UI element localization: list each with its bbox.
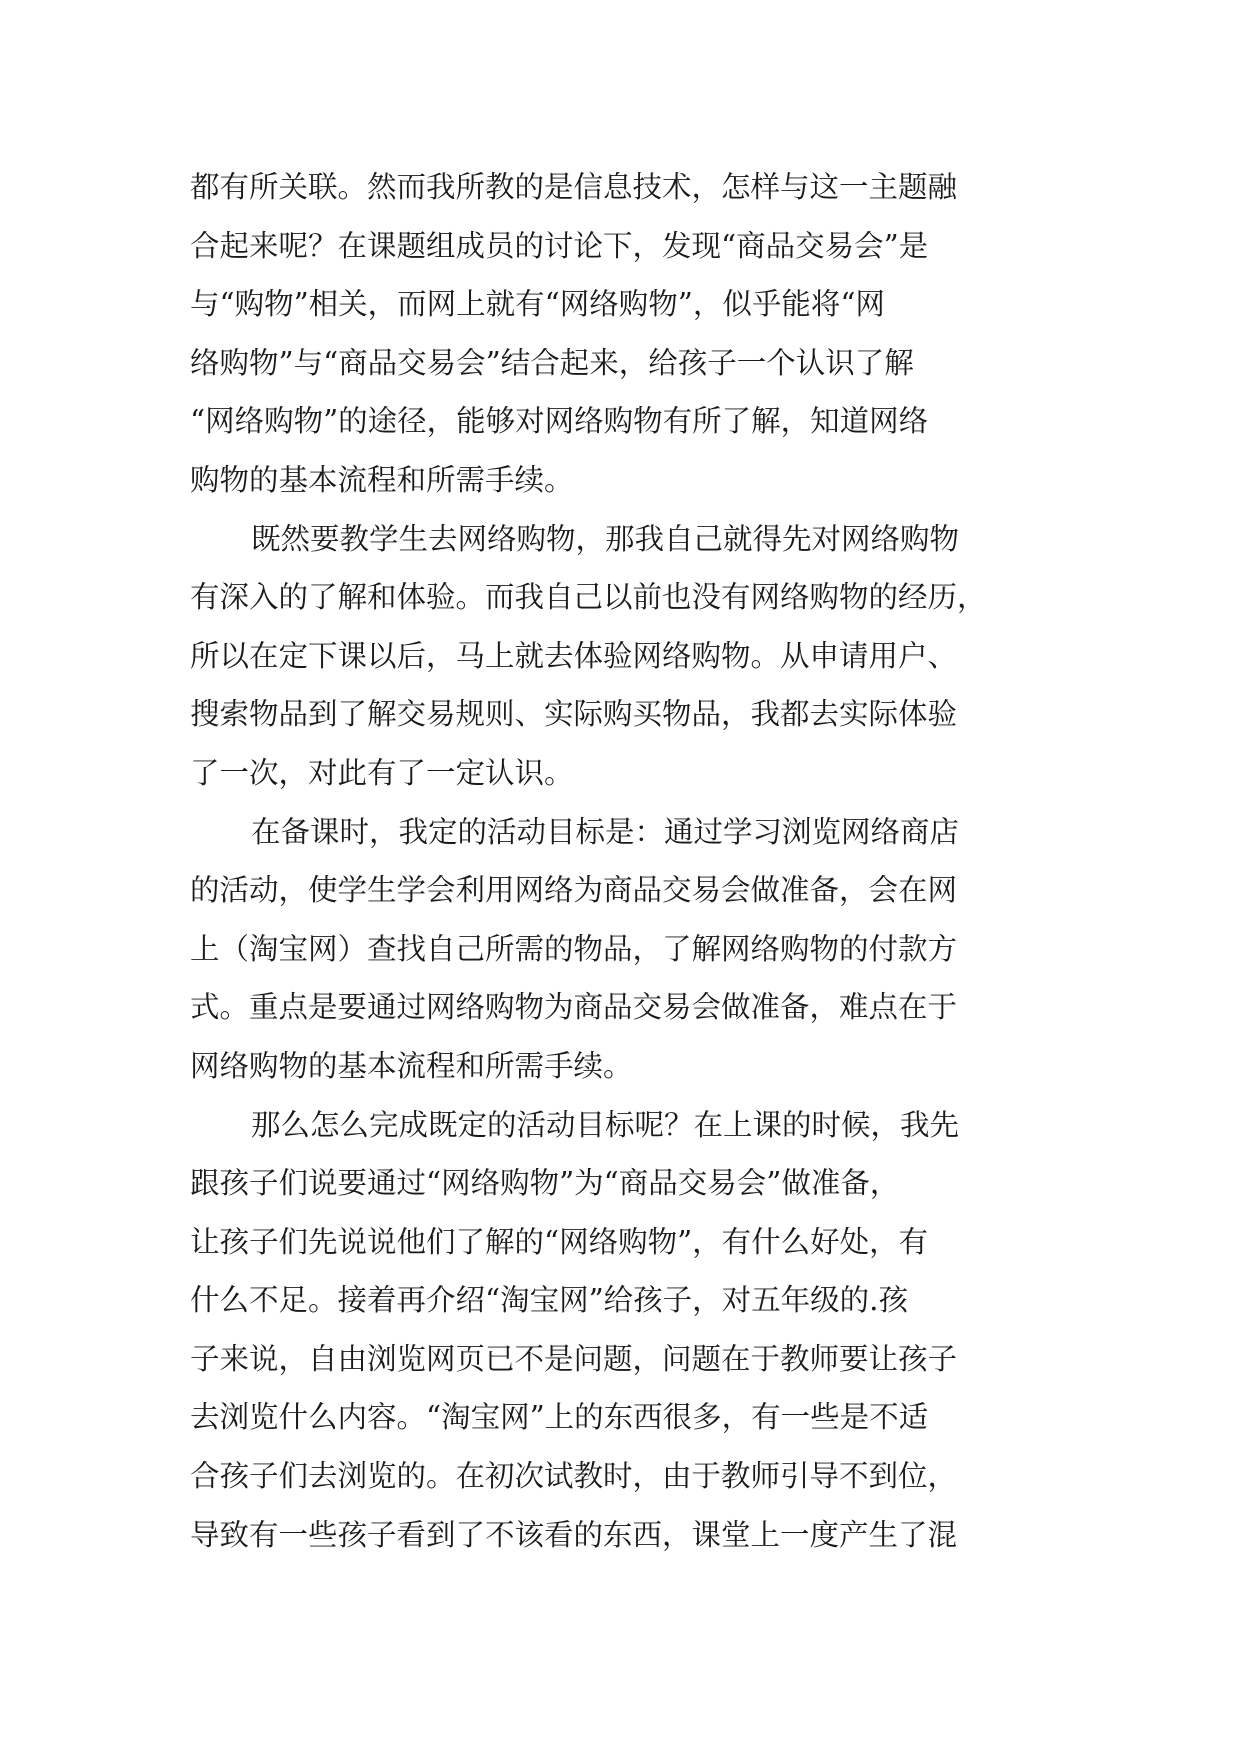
text-line: 合起来呢？在课题组成员的讨论下，发现“商品交易会”是: [190, 228, 929, 263]
text-line: 去浏览什么内容。“淘宝网”上的东西很多，有一些是不适: [190, 1400, 929, 1435]
text-line: 有深入的了解和体验。而我自己以前也没有网络购物的经历，: [190, 580, 987, 615]
paragraph-first-line: 那么怎么完成既定的活动目标呢？在上课的时候，我先: [251, 1107, 960, 1142]
paragraph-first-line: 在备课时，我定的活动目标是：通过学习浏览网络商店: [251, 814, 960, 849]
text-line: 上（淘宝网）查找自己所需的物品，了解网络购物的付款方: [190, 931, 958, 966]
paragraph-first-line: 既然要教学生去网络购物，那我自己就得先对网络购物: [251, 521, 960, 556]
text-line: “网络购物”的途径，能够对网络购物有所了解，知道网络: [190, 404, 929, 439]
text-line: 跟孩子们说要通过“网络购物”为“商品交易会”做准备，: [190, 1166, 900, 1201]
text-line: 所以在定下课以后，马上就去体验网络购物。从申请用户、: [190, 638, 958, 673]
text-line: 络购物”与“商品交易会”结合起来，给孩子一个认识了解: [190, 345, 914, 380]
text-line: 搜索物品到了解交易规则、实际购买物品，我都去实际体验: [190, 697, 958, 732]
text-line: 都有所关联。然而我所教的是信息技术，怎样与这一主题融: [190, 170, 958, 204]
text-line: 让孩子们先说说他们了解的“网络购物”，有什么好处，有: [190, 1224, 929, 1259]
text-line: 的活动，使学生学会利用网络为商品交易会做准备，会在网: [190, 873, 958, 908]
text-line: 式。重点是要通过网络购物为商品交易会做准备，难点在于: [190, 990, 958, 1025]
text-line: 导致有一些孩子看到了不该看的东西，课堂上一度产生了混: [190, 1517, 958, 1552]
text-line: 子来说，自由浏览网页已不是问题，问题在于教师要让孩子: [190, 1341, 958, 1376]
text-line: 购物的基本流程和所需手续。: [190, 462, 574, 497]
text-line: 与“购物”相关，而网上就有“网络购物”，似乎能将“网: [190, 287, 885, 322]
text-line: 网络购物的基本流程和所需手续。: [190, 1048, 633, 1083]
body-text: [190, 158, 1050, 1564]
text-line: 什么不足。接着再介绍“淘宝网”给孩子，对五年级的.孩: [190, 1283, 909, 1318]
text-line: 合孩子们去浏览的。在初次试教时，由于教师引导不到位，: [190, 1459, 958, 1494]
text-line: 了一次，对此有了一定认识。: [190, 755, 574, 790]
